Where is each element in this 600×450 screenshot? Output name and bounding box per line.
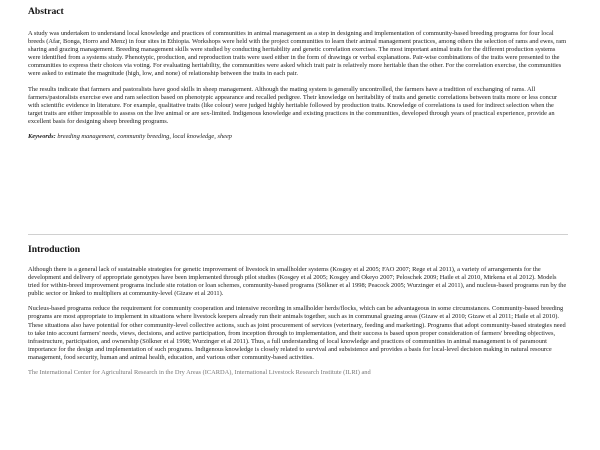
abstract-body (28, 30, 568, 141)
abstract-paragraph-2: The results indicate that farmers and pastoralists have good skills in sheep management. Although the mating system is generally uncontrolled, the farmers have a tradition of exchanging of rams. All farmers/pastoralists exercise ewe and ram selection based on phenotypic appearance and recalled pedigree. Their knowledge on heritability of traits and genetic correlations between traits more or less concur with scientific evidence in literature. For example, qualitative traits (like colour) were judged highly heritable followed by production traits. Knowledge of correlations is used for indirect selection when the target traits are either impossible to assess on the live animal or are sex-limited. Indigenous knowledge and existing practices in the communities, developed through years of practical experience, provide an excellent basis for designing sheep breeding programs. (28, 85, 558, 125)
introduction-body (28, 266, 568, 384)
introduction-paragraph-2: Nucleus-based programs reduce the requirement for community cooperation and intensive recording in smallholder herds/flocks, which can be advantageous in some circumstances. Community-based breeding programs are most appropriate to implement in situations where livestock keepers already run their animals together, such as in communal grazing areas (Gizaw et al 2010; Gizaw et al 2011; Haile et al 2010). These situations also have potential for other community-level collective actions, such as joint procurement of services (veterinary, feeding and marketing). Programs that adopt community-based strategies need to take into account farmers' needs, views, decisions, and active participation, from inception through to implementation, and their success is based upon proper consideration of farmers' breeding objectives, infrastructure, participation, and ownership (Sölkner et al 1998; Wurzinger et al 2011). Thus, a full understanding of local knowledge and practices of communities in animal management is of paramount importance for the design and implementation of such programs. Indigenous knowledge is closely related to survival and subsistence and provides a basis for local-level decision making in natural resource management, food security, human and animal health, education, and various other community-based activities. (28, 305, 566, 361)
keywords-label: Keywords: (28, 133, 56, 141)
introduction-heading: Introduction (28, 244, 81, 255)
introduction-paragraph-3: The International Center for Agricultural Research in the Dry Areas (ICARDA), International Livestock Research Institute (ILRI) and (28, 369, 371, 377)
abstract-heading: Abstract (28, 6, 64, 17)
section-divider (28, 234, 568, 235)
keywords-text: breeding management, community breeding, local knowledge, sheep (57, 133, 233, 141)
introduction-paragraph-1: Although there is a general lack of sustainable strategies for genetic improvement of livestock in smallholder systems (Kosgey et al 2005; FAO 2007; Rege et al 2011), a variety of arrangements for the development and delivery of appropriate genotypes have been implemented through pilot studies (Kosgey et al 2005; Kosgey and Okeyo 2007; Peloschek 2009; Haile et al 2010, Mirkena et al 2012). Models tried for within-breed improvement programs include site rotation or loan schemes, community-based programs (Sölkner et al 1998; Peacock 2005; Wurzinger et al 2011), and nucleus-based programs run by the public sector or linked to multipliers at community-level (Gizaw et al 2011). (28, 266, 567, 298)
abstract-paragraph-1: A study was undertaken to understand local knowledge and practices of communities in animal management as a step in designing and implementation of community-based breeding programs for four local breeds (Afar, Bonga, Horro and Menz) in four sites in Ethiopia. Workshops were held with the project communities to learn their animal management practices, among others the selection of rams and ewes, ram sharing and grazing management. Breeding management skills were studied by conducting heritability and genetic correlation exercises. The most important animal traits for the different production systems were identified from a systems study. Phenotypic, production, and reproduction traits were used either in the form of drawings or verbal explanations. Pair-wise combinations of the traits were presented to the communities to express their choices via voting. For evaluating heritability, the communities were asked which trait pair is relatively more heritable than the other. For the correlation exercise, the communities were asked to estimate the magnitude (high, low, and none) of relationship between the traits in each pair. (28, 30, 567, 78)
keywords-line (28, 133, 568, 141)
